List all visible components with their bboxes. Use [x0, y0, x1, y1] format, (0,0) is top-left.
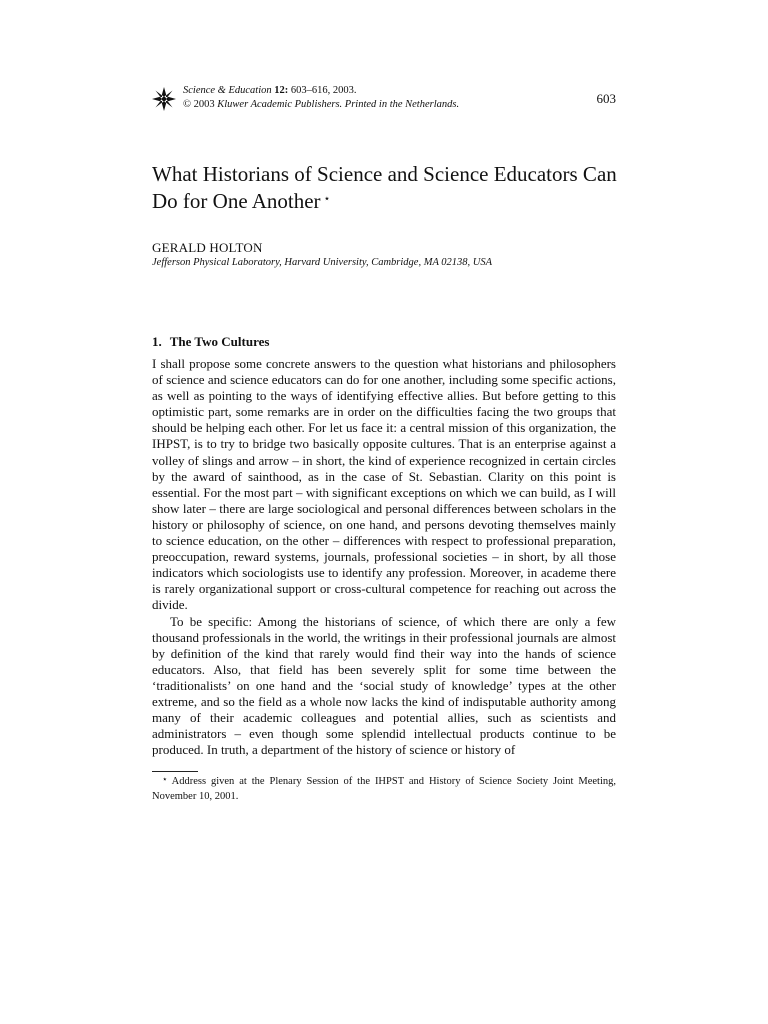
footnote-divider: [152, 771, 198, 772]
page-number: 603: [596, 91, 616, 106]
journal-volume: 12:: [274, 85, 289, 96]
footnote-text: Address given at the Plenary Session of the IHPST and History of Science Society Joint Meeting, November 10, 2001.: [152, 776, 616, 802]
author-affiliation: Jefferson Physical Laboratory, Harvard University, Cambridge, MA 02138, USA: [152, 257, 493, 268]
printed-location: Printed in the Netherlands.: [344, 99, 460, 110]
author-name: GERALD HOLTON: [152, 240, 263, 255]
copyright-year: 2003: [193, 99, 215, 110]
section-body: [152, 356, 616, 758]
journal-citation-line-1: [183, 84, 459, 98]
journal-citation-line-2: [183, 98, 459, 112]
title-footnote-marker[interactable]: ⋆: [323, 193, 331, 205]
section-number: 1.: [152, 334, 162, 349]
publisher-name: Kluwer Academic Publishers.: [217, 99, 343, 110]
section-title: The Two Cultures: [169, 334, 270, 349]
body-paragraph: I shall propose some concrete answers to the question what historians and philosophers of science and science educators can do for one another, including some specific actions, as well as pointing to the ways of identifying effective allies. But before getting to this optimistic part, some remarks are in order on the difficulties facing the two groups that should be helping each other. For let us face it: a central mission of this organization, the IHPST, is to try to bridge two basically opposite cultures. That is an enterprise against a volley of slings and arrow – in short, the kind of experience recognized in certain circles by the award of sainthood, as in the case of St. Sebastian. Clarity on this point is essential. For the most part – with significant exceptions on which we can build, as I will show later – there are large sociological and personal differences between scholars in the history or philosophy of science, on one hand, and persons devoting themselves mainly to science education, on the other – differences with respect to professional preparation, preoccupation, reward systems, journals, professional societies – in short, by all those indicators which sociologists use to identify any profession. Moreover, in academe there is rarely organizational support or cross-cultural competence for reaching out across the divide.: [152, 356, 616, 613]
footnote-marker: ⋆: [162, 774, 168, 784]
publisher-star-logo-icon: [151, 86, 177, 112]
journal-pages: 603–616, 2003.: [290, 85, 357, 96]
footnote: [152, 774, 616, 804]
article-title-block: [152, 161, 622, 215]
section-heading: [152, 334, 269, 350]
journal-name: Science & Education: [183, 85, 272, 96]
copyright-symbol: ©: [183, 99, 191, 110]
body-paragraph: To be specific: Among the historians of science, of which there are only a few thousand professionals in the world, the writings in their professional journals are almost by definition of the kind that rarely would find their way into the hands of science educators. Also, that field has been severely split for some time between the ‘traditionalists’ on one hand and the ‘social study of knowledge’ types at the other extreme, and so the field as a whole now lacks the kind of indisputable authority among many of their academic colleagues and potential allies, such as scientists and administrators – even though some splendid intellectual products continue to be produced. In truth, a department of the history of science or history of: [152, 613, 616, 758]
article-title: What Historians of Science and Science Educators Can Do for One Another: [152, 162, 617, 213]
journal-citation: [183, 84, 459, 112]
